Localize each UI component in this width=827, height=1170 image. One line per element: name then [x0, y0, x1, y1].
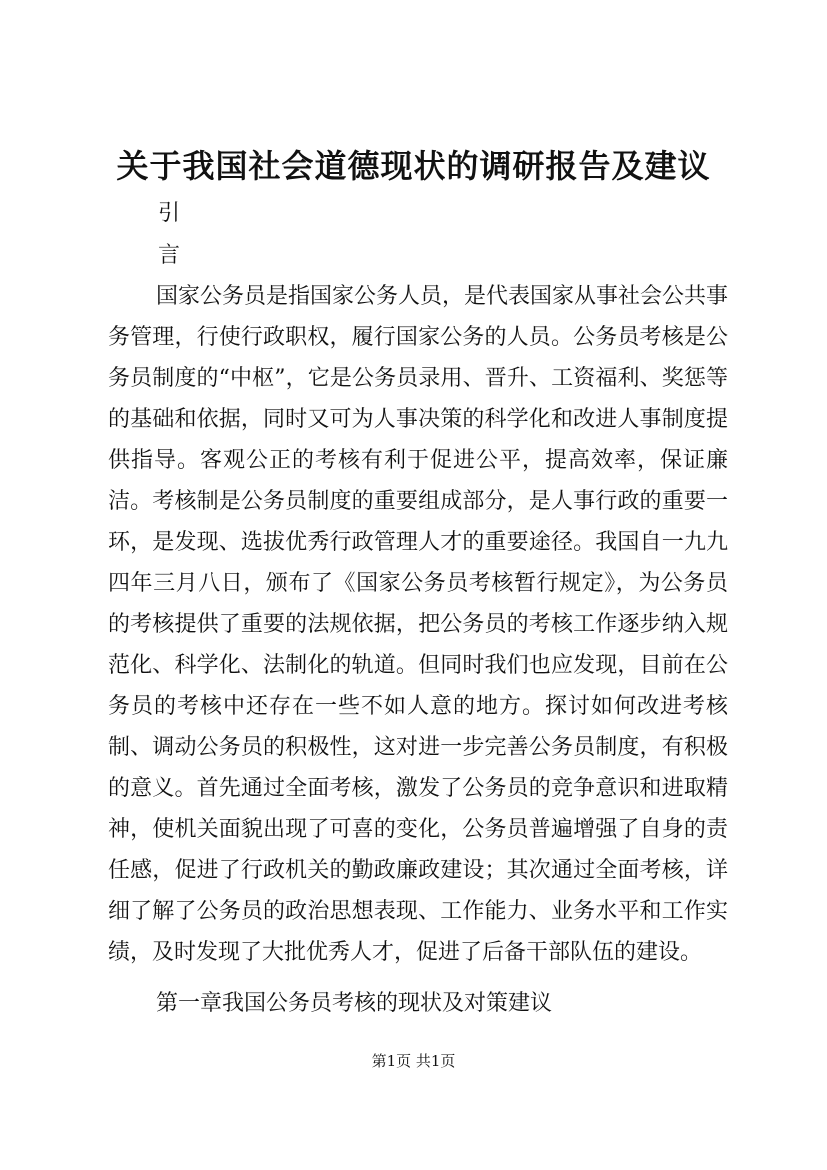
body-paragraph: 国家公务员是指国家公务人员，是代表国家从事社会公共事务管理，行使行政职权，履行国家公务的人员。公务员考核是公务员制度的“中枢”，它是公务员录用、晋升、工资福利、奖惩等的基础和依据，同时又可为人事决策的科学化和改进人事制度提供指导。客观公正的考核有利于促进公平，提高效率，保证廉洁。考核制是公务员制度的重要组成部分，是人事行政的重要一环，是发现、选拔优秀行政管理人才的重要途径。我国自一九九四年三月八日，颁布了《国家公务员考核暂行规定》，为公务员的考核提供了重要的法规依据，把公务员的考核工作逐步纳入规范化、科学化、法制化的轨道。但同时我们也应发现，目前在公务员的考核中还存在一些不如人意的地方。探讨如何改进考核制、调动公务员的积极性，这对进一步完善公务员制度，有积极的意义。首先通过全面考核，激发了公务员的竞争意识和进取精神，使机关面貌出现了可喜的变化，公务员普遍增强了自身的责任感，促进了行政机关的勤政廉政建设；其次通过全面考核，详细了解了公务员的政治思想表现、工作能力、业务水平和工作实绩，及时发现了大批优秀人才，促进了后备干部队伍的建设。	[108, 284, 729, 965]
intro-heading-char-2: 言	[158, 243, 181, 268]
page-number-footer: 第1页 共1页	[371, 1052, 456, 1070]
intro-heading-char-1: 引	[158, 201, 181, 226]
chapter-heading: 第一章我国公务员考核的现状及对策建议	[156, 991, 553, 1016]
document-title: 关于我国社会道德现状的调研报告及建议	[116, 147, 711, 185]
